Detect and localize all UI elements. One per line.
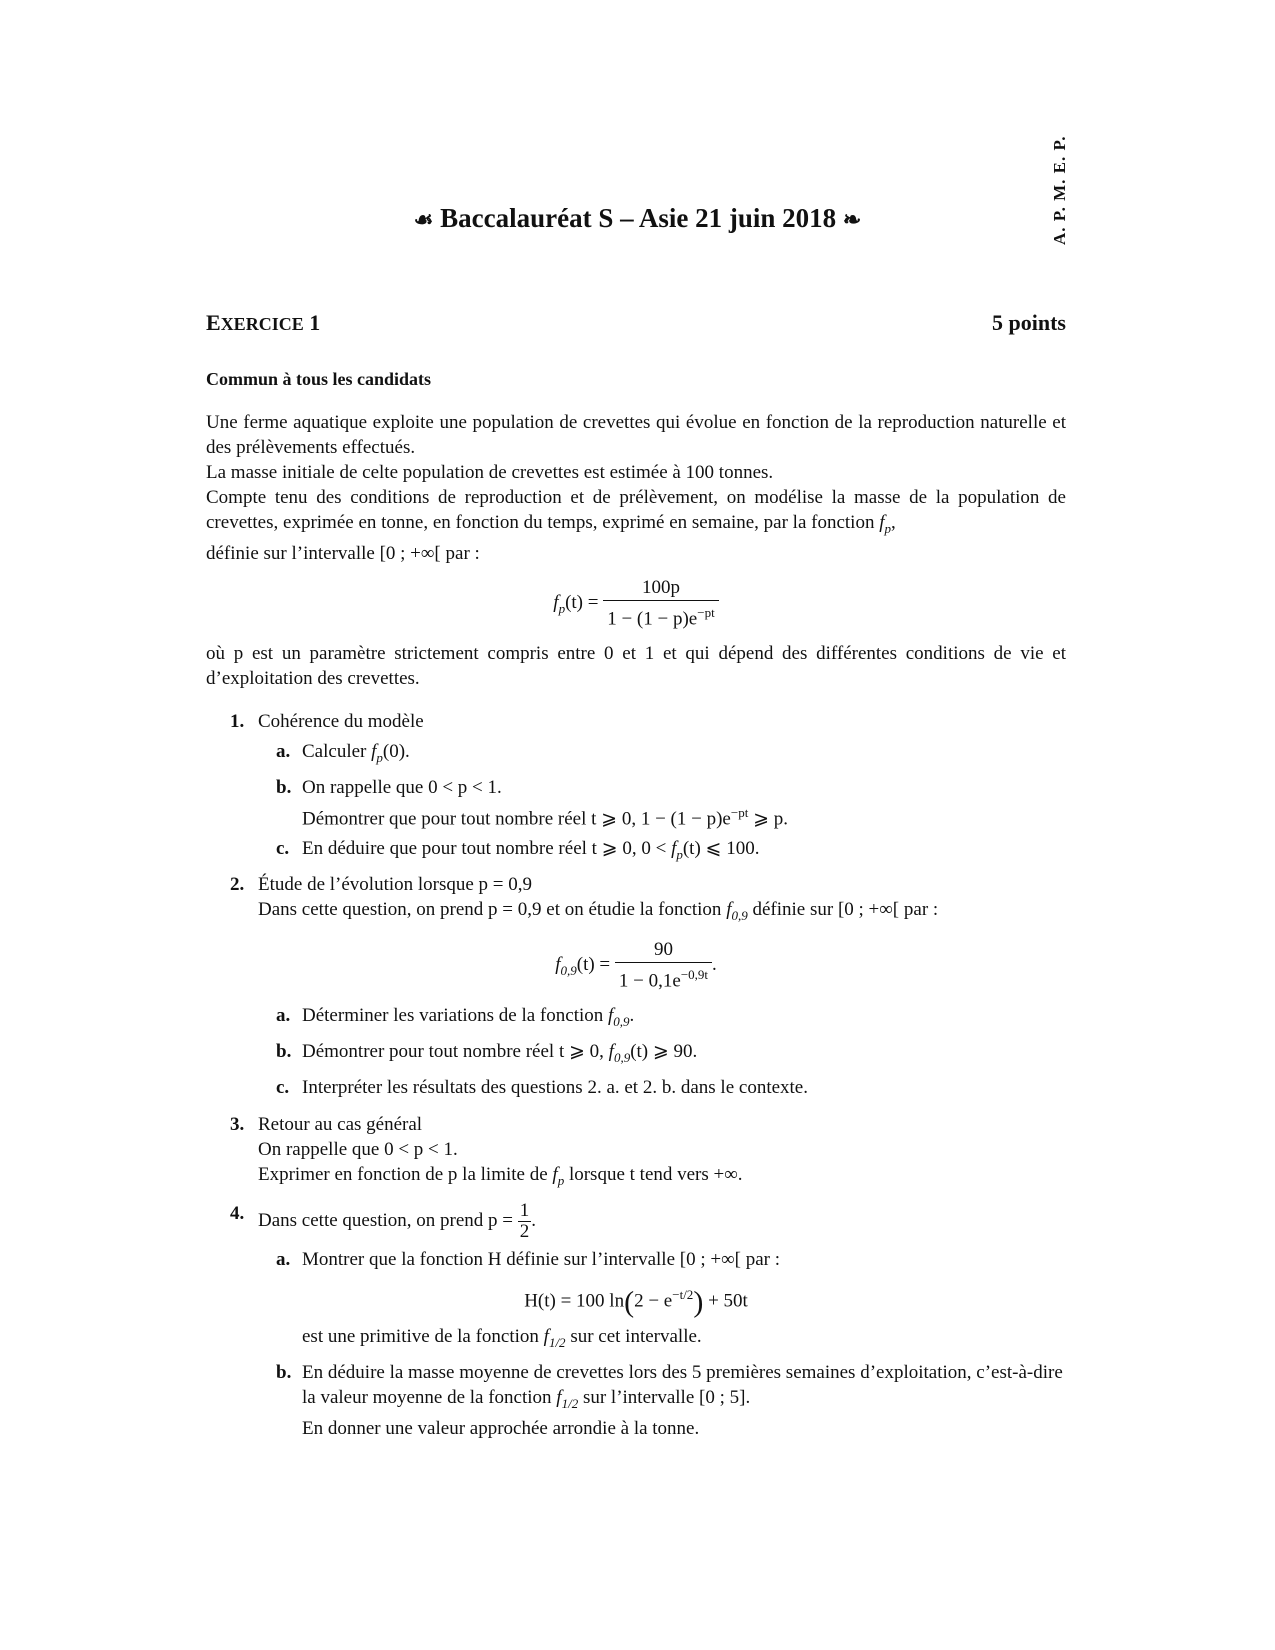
left-ornament-icon: ☙ — [413, 207, 434, 232]
question-2: 2. Étude de l’évolution lorsque p = 0,9 Dans cette question, on prend p = 0,9 et on étudie la fonction $f_{0,9}$ définie sur [0 ; +∞[ par : — [230, 874, 939, 923]
question-1a: a. Calculer $f_p(0)$. — [276, 741, 410, 765]
question-1c: c. En déduire que pour tout nombre réel t ⩾ 0, $0 < f_p(t)$ ⩽ 100. — [276, 838, 760, 863]
question-1b: b. On rappelle que 0 < p < 1. Démontrer que pour tout nombre réel t ⩾ 0, $1 - (1 - p)e^{-pt}$ ⩾ p. — [276, 776, 788, 830]
intro-paragraph-3: Compte tenu des conditions de reproduction et de prélèvement, on modélise la masse de la population de crevettes, exprimée en tonne, en fonction du temps, exprimé en semaine, par la fonction $f_p$, définie sur l’intervalle [0 ; +∞[ par : — [206, 487, 1066, 564]
title-text: Baccalauréat S – Asie 21 juin 2018 — [440, 203, 837, 233]
question-4a: a. Montrer que la fonction H définie sur l’intervalle [0 ; +∞[ par : — [276, 1248, 780, 1270]
exercise-label: EXERCICE 1 — [206, 310, 321, 335]
intro-paragraph-4: où p est un paramètre strictement compris entre 0 et 1 et qui dépend des différentes conditions de vie et d’exploitation des crevettes. — [206, 643, 1066, 690]
exercise-header — [206, 310, 1066, 340]
question-4b: b. En déduire la masse moyenne de crevettes lors des 5 premières semaines d’exploitation, c’est-à-dire la valeur moyenne de la fonction $f_{1/2}$ sur l’intervalle [0 ; 5]. En donner une valeur approchée arrondie à la tonne. — [276, 1361, 1063, 1439]
model-formula: $f_p(t)$ = $\frac{100p}{1 - (1 - p)e^{-pt}}$ — [206, 576, 1066, 631]
question-4a-end: est une primitive de la fonction $f_{1/2}$ sur cet intervalle. — [302, 1326, 702, 1350]
right-ornament-icon: ❧ — [842, 207, 862, 232]
exercise-subtitle: Commun à tous les candidats — [206, 369, 432, 389]
question-2a: a. Déterminer les variations de la fonction $f_{0,9}$. — [276, 1005, 635, 1029]
exercise-points: 5 points — [992, 310, 1066, 335]
question-2c: c. Interpréter les résultats des questions 2. a. et 2. b. dans le contexte. — [276, 1076, 808, 1098]
question-1: 1. Cohérence du modèle — [230, 711, 424, 733]
question-4: 4. Dans cette question, on prend p = $\frac{1}{2}$ . — [230, 1199, 537, 1242]
intro-paragraph-1: Une ferme aquatique exploite une population de crevettes qui évolue en fonction de la reproduction naturelle et des prélèvements effectués. — [206, 412, 1066, 458]
h-formula: H(t) = 100 $\ln(2 - e^{-t/2}) + 50t$ — [524, 1285, 748, 1319]
page-title — [0, 203, 1275, 234]
question-3: 3. Retour au cas général On rappelle que 0 < p < 1. Exprimer en fonction de p la limite de $f_p$ lorsque t tend vers +∞. — [230, 1113, 743, 1188]
intro-paragraph-2: La masse initiale de celte population de crevettes est estimée à 100 tonnes. — [206, 462, 774, 483]
question-2b: b. Démontrer pour tout nombre réel t ⩾ 0, $f_{0,9}(t)$ ⩾ 90. — [276, 1040, 698, 1065]
exercise-content — [206, 367, 1066, 1441]
side-label: A. P. M. E. P. — [1050, 135, 1069, 245]
f09-formula: $f_{0,9}(t)$ = $\frac{90}{1 - 0,1e^{-0,9t}}$ . — [555, 938, 717, 992]
